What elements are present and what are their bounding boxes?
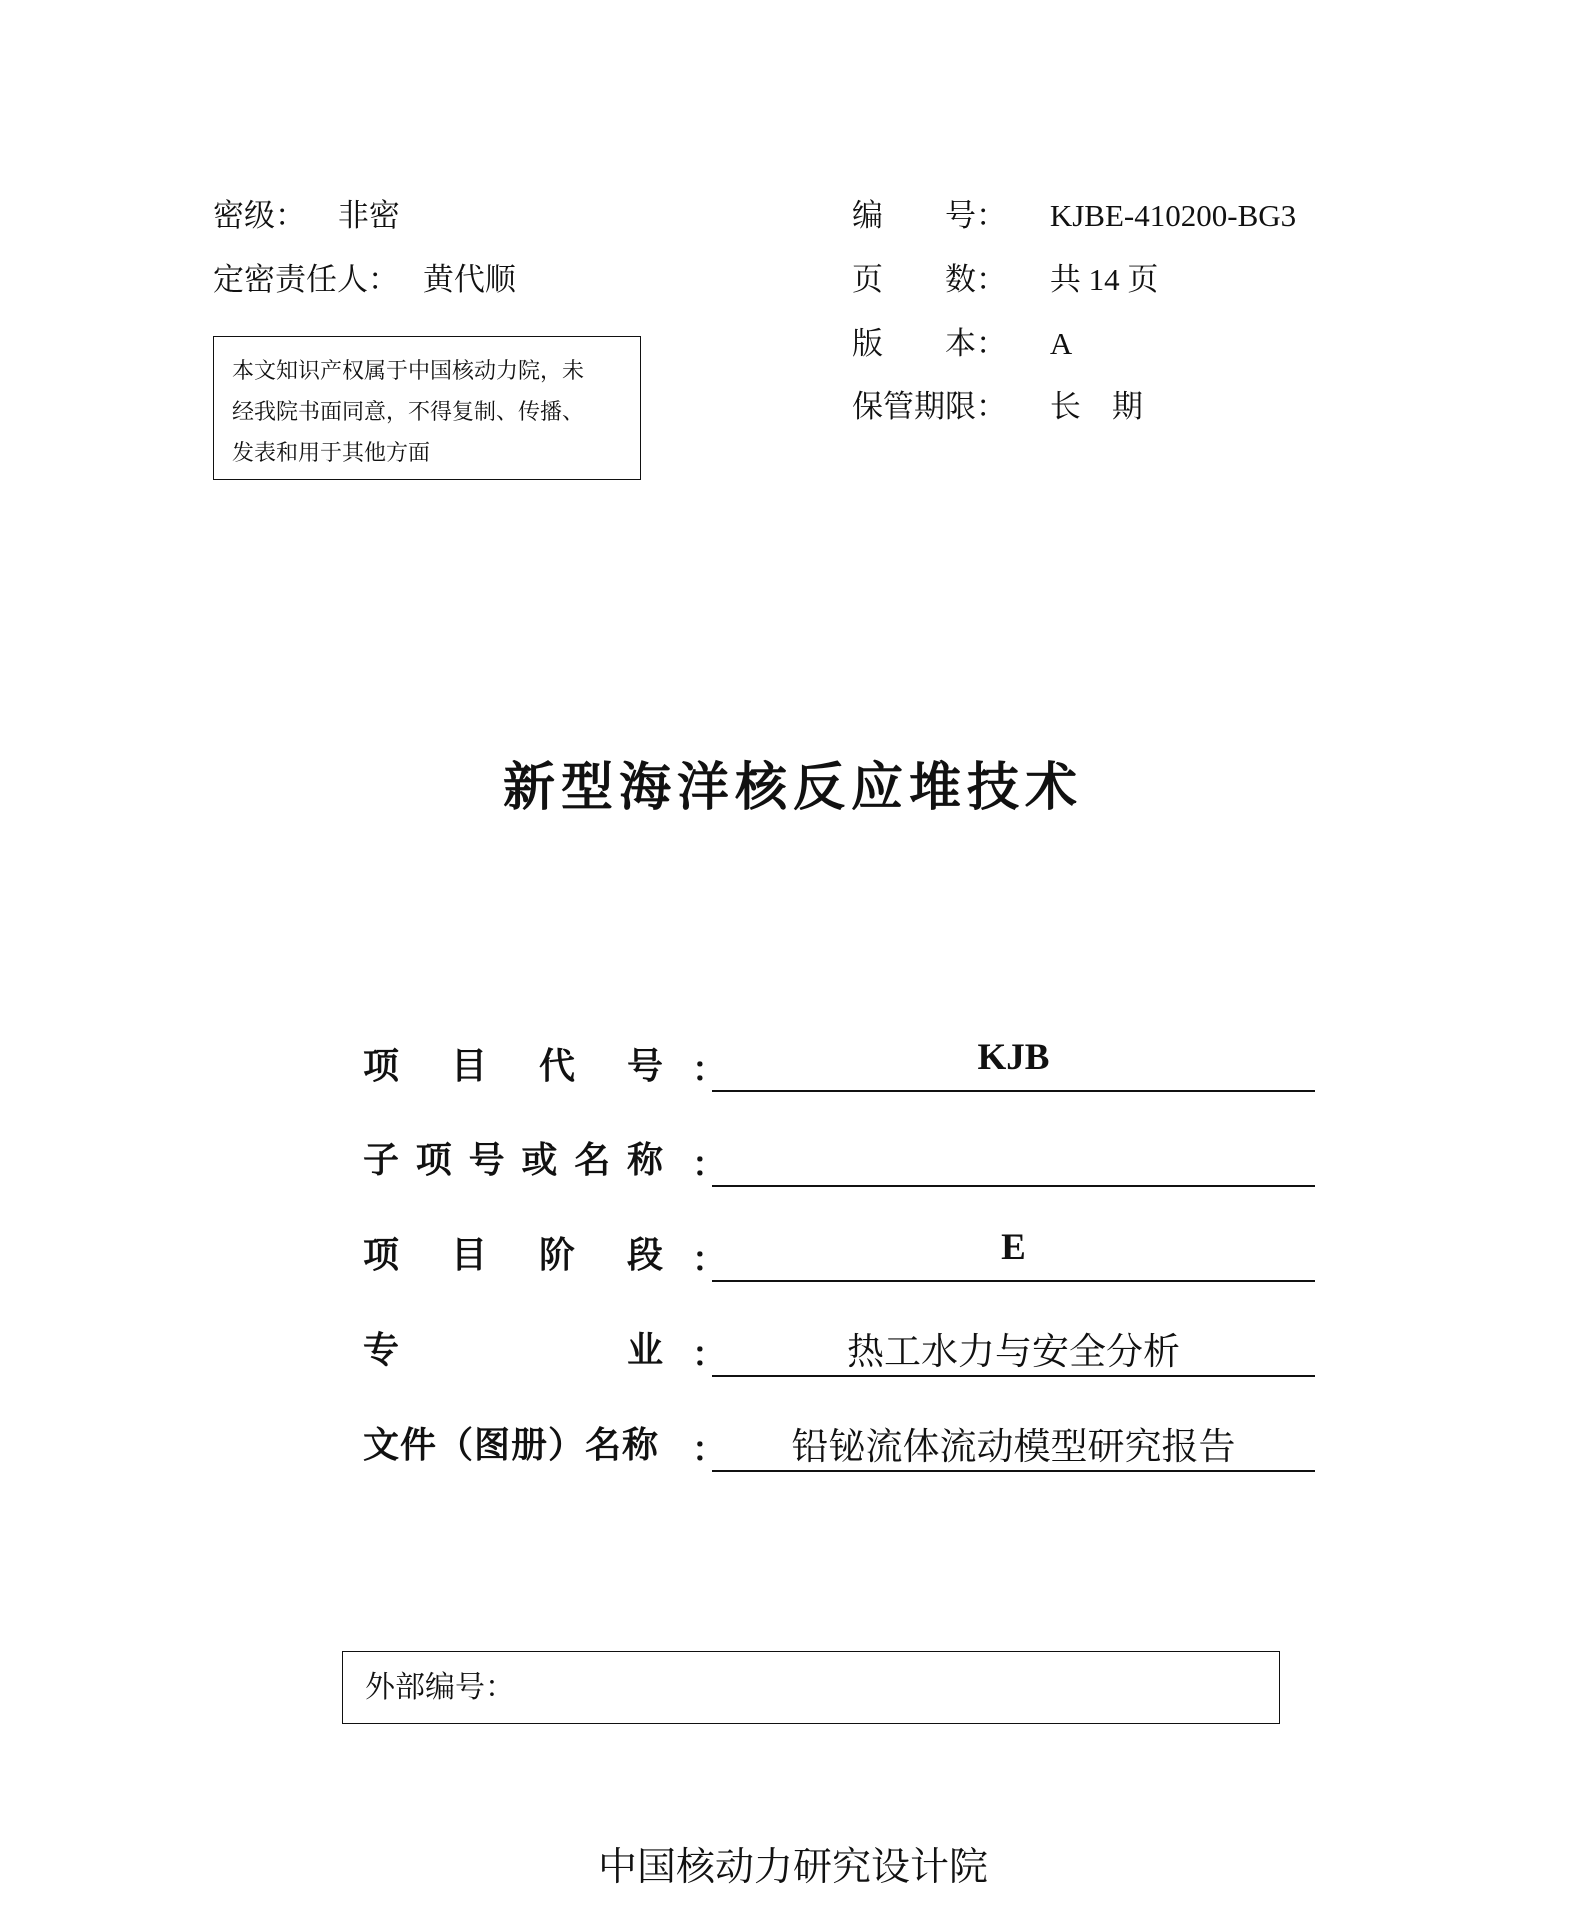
field-value-project-code: KJB [977,1037,1050,1078]
label-char: 称 [626,1140,663,1181]
label-char: 段 [626,1235,663,1276]
label-char: 项 [363,1235,400,1276]
page-count-label: 页 数： [852,262,1007,298]
label-char: 目 [450,1046,487,1087]
version-label: 版 本： [852,326,1007,362]
field-underline [712,1375,1315,1377]
field-label-document-name [363,1417,663,1468]
retention-row [852,387,1143,427]
ip-notice-box [213,336,641,480]
label-char: 文件（图册）名称 [363,1425,660,1466]
notice-line: 经我院书面同意，不得复制、传播、 [232,400,585,425]
page-count-value: 共 14 页 [1049,262,1159,297]
field-label-project-phase [363,1227,663,1278]
label-char: 专 [363,1330,400,1371]
responsible-value: 黄代顺 [422,262,516,298]
responsible-label: 定密责任人： [213,262,399,298]
label-char: 子 [363,1140,400,1181]
label-char: 号 [468,1140,505,1181]
retention-value: 长 期 [1049,389,1143,425]
label-char: 项 [415,1140,452,1181]
page-count-row [852,260,1158,300]
external-number-label: 外部编号： [365,1670,515,1705]
field-value-specialty: 热工水力与安全分析 [847,1330,1180,1373]
doc-number-label: 编 号： [852,198,1007,234]
label-char: 号 [626,1046,663,1087]
field-colon: ： [692,1145,726,1185]
classification-value: 非密 [337,198,400,234]
doc-number-value: KJBE-410200-BG3 [1049,198,1297,233]
version-value: A [1049,326,1073,361]
responsible-row [213,260,516,300]
version-row [852,324,1072,364]
field-colon: ： [692,1240,726,1280]
field-value-project-phase: E [1001,1227,1026,1268]
field-underline [712,1185,1315,1187]
label-char: 代 [538,1046,575,1087]
notice-line: 发表和用于其他方面 [232,441,431,466]
field-underline [712,1280,1315,1282]
field-value-document-name: 铅铋流体流动模型研究报告 [791,1425,1236,1468]
classification-label: 密级： [213,198,306,234]
label-char: 业 [626,1330,663,1371]
notice-line: 本文知识产权属于中国核动力院，未 [232,359,585,384]
field-colon: ： [692,1050,726,1090]
doc-number-row [852,196,1296,236]
label-char: 项 [363,1046,400,1087]
external-number-box [342,1651,1280,1724]
field-label-subproject [363,1132,663,1183]
field-underline [712,1470,1315,1472]
label-char: 目 [450,1235,487,1276]
label-char: 或 [521,1140,558,1181]
field-colon: ： [692,1430,726,1470]
retention-label: 保管期限： [852,389,1007,425]
field-underline [712,1090,1315,1092]
field-label-project-code [363,1038,663,1089]
label-char: 名 [574,1140,611,1181]
classification-row [213,196,400,236]
field-label-specialty [363,1322,663,1373]
document-title: 新型海洋核反应堆技术 [502,758,1083,818]
field-colon: ： [692,1335,726,1375]
label-char: 阶 [538,1235,575,1276]
organization-name: 中国核动力研究设计院 [597,1845,988,1890]
